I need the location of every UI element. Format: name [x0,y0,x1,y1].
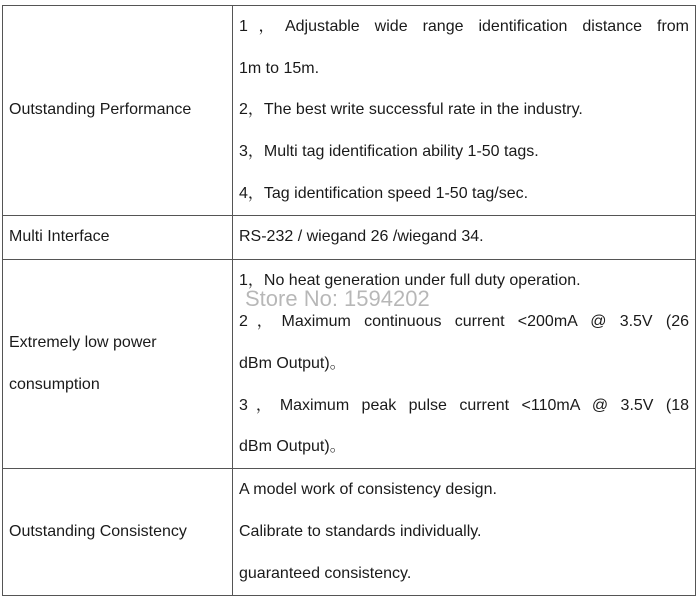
row-line: 3，Maximum peak pulse current <110mA @ 3.5V (18 [239,396,689,414]
row-line: 2，The best write successful rate in the industry. [239,101,583,119]
row-value-cell [233,215,696,259]
table-row [3,215,696,259]
row-label: Outstanding Performance [9,101,192,119]
row-line: guaranteed consistency. [239,564,412,582]
row-line: 1m to 15m. [239,59,320,77]
row-value-cell [233,469,696,596]
row-label: consumption [9,375,100,393]
row-label: Outstanding Consistency [9,523,187,541]
row-line: Calibrate to standards individually. [239,523,482,541]
row-value-cell [233,6,696,216]
row-line: RS-232 / wiegand 26 /wiegand 34. [239,228,484,246]
row-label-cell [3,6,233,216]
row-line: A model work of consistency design. [239,481,497,499]
table-row [3,6,696,216]
row-line: 1，No heat generation under full duty operation. [239,271,581,289]
row-label-cell [3,259,233,469]
row-line: 4，Tag identification speed 1-50 tag/sec. [239,184,529,202]
spec-table [2,5,696,596]
row-line: 2，Maximum continuous current <200mA @ 3.5V (26 [239,313,689,331]
store-watermark: Store No: 1594202 [245,286,430,311]
row-line: dBm Output)。 [239,438,346,456]
row-line: dBm Output)。 [239,354,346,372]
row-label: Extremely low power [9,334,157,352]
row-label-cell [3,215,233,259]
table-row [3,259,696,469]
table-row [3,469,696,596]
row-label: Multi Interface [9,228,110,246]
row-line: 3，Multi tag identification ability 1-50 tags. [239,143,539,161]
row-label-cell [3,469,233,596]
row-line: 1，Adjustable wide range identification distance from [239,18,689,35]
row-value-cell [233,259,696,469]
